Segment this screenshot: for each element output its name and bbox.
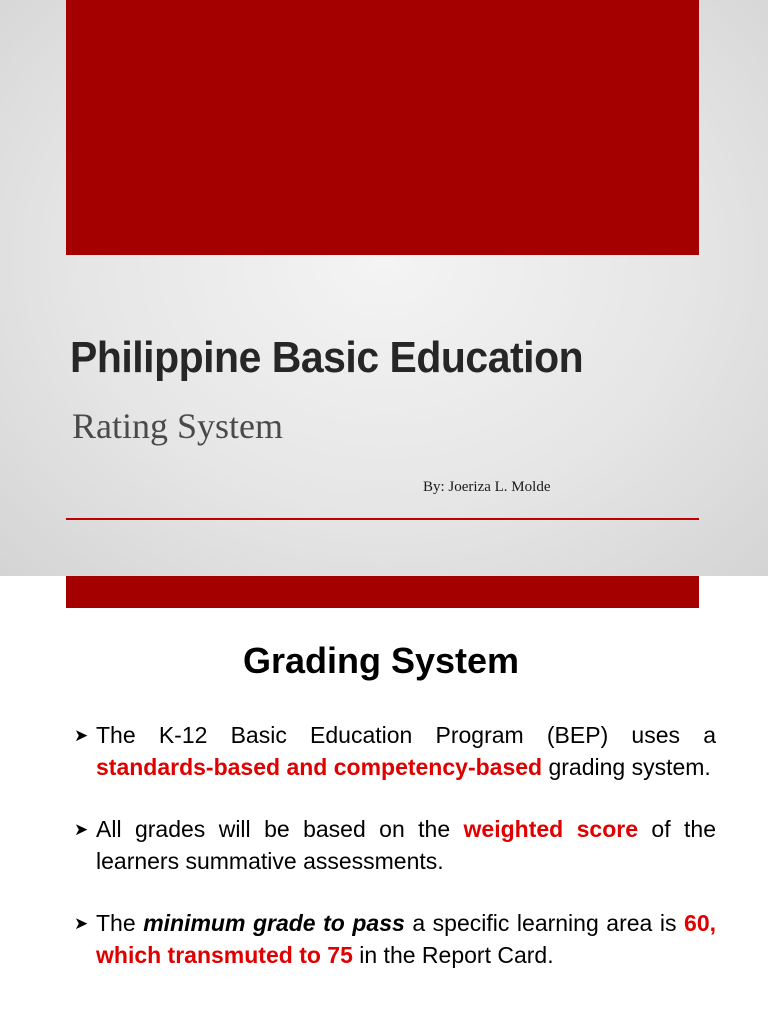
slide-subtitle: Rating System xyxy=(72,406,284,446)
emphasis-text: minimum grade to pass xyxy=(143,910,405,936)
title-slide-red-banner xyxy=(66,0,699,255)
slide-header-red-banner xyxy=(66,576,699,608)
arrow-bullet-icon: ➤ xyxy=(74,820,89,839)
bullet-item-minimum-grade xyxy=(74,908,716,971)
bullet-text: All grades will be based on the xyxy=(96,816,464,842)
highlight-text: standards-based and competency-based xyxy=(96,753,543,780)
bullet-text: of the learners summative assessments. xyxy=(96,816,717,874)
bullet-text: The xyxy=(96,910,144,936)
bullet-text: in the Report Card. xyxy=(352,941,554,968)
bullet-text: a specific learning area is xyxy=(404,910,685,936)
title-divider-line xyxy=(66,518,699,520)
grading-system-slide xyxy=(0,576,768,1024)
slide-heading: Grading System xyxy=(242,640,520,681)
highlight-text: weighted score xyxy=(463,816,639,842)
bullet-list xyxy=(74,720,716,971)
arrow-bullet-icon: ➤ xyxy=(74,726,89,745)
author-credit: By: Joeriza L. Molde xyxy=(423,479,551,495)
highlight-text: 60, which transmuted to 75 xyxy=(96,910,717,968)
bullet-item-bep xyxy=(74,720,716,783)
slide-title: Philippine Basic Education xyxy=(70,333,584,382)
bullet-item-weighted-score xyxy=(74,814,716,877)
bullet-text: grading system. xyxy=(542,753,711,780)
bullet-text: The K-12 Basic Education Program (BEP) uses a xyxy=(96,722,716,748)
arrow-bullet-icon: ➤ xyxy=(74,914,89,933)
